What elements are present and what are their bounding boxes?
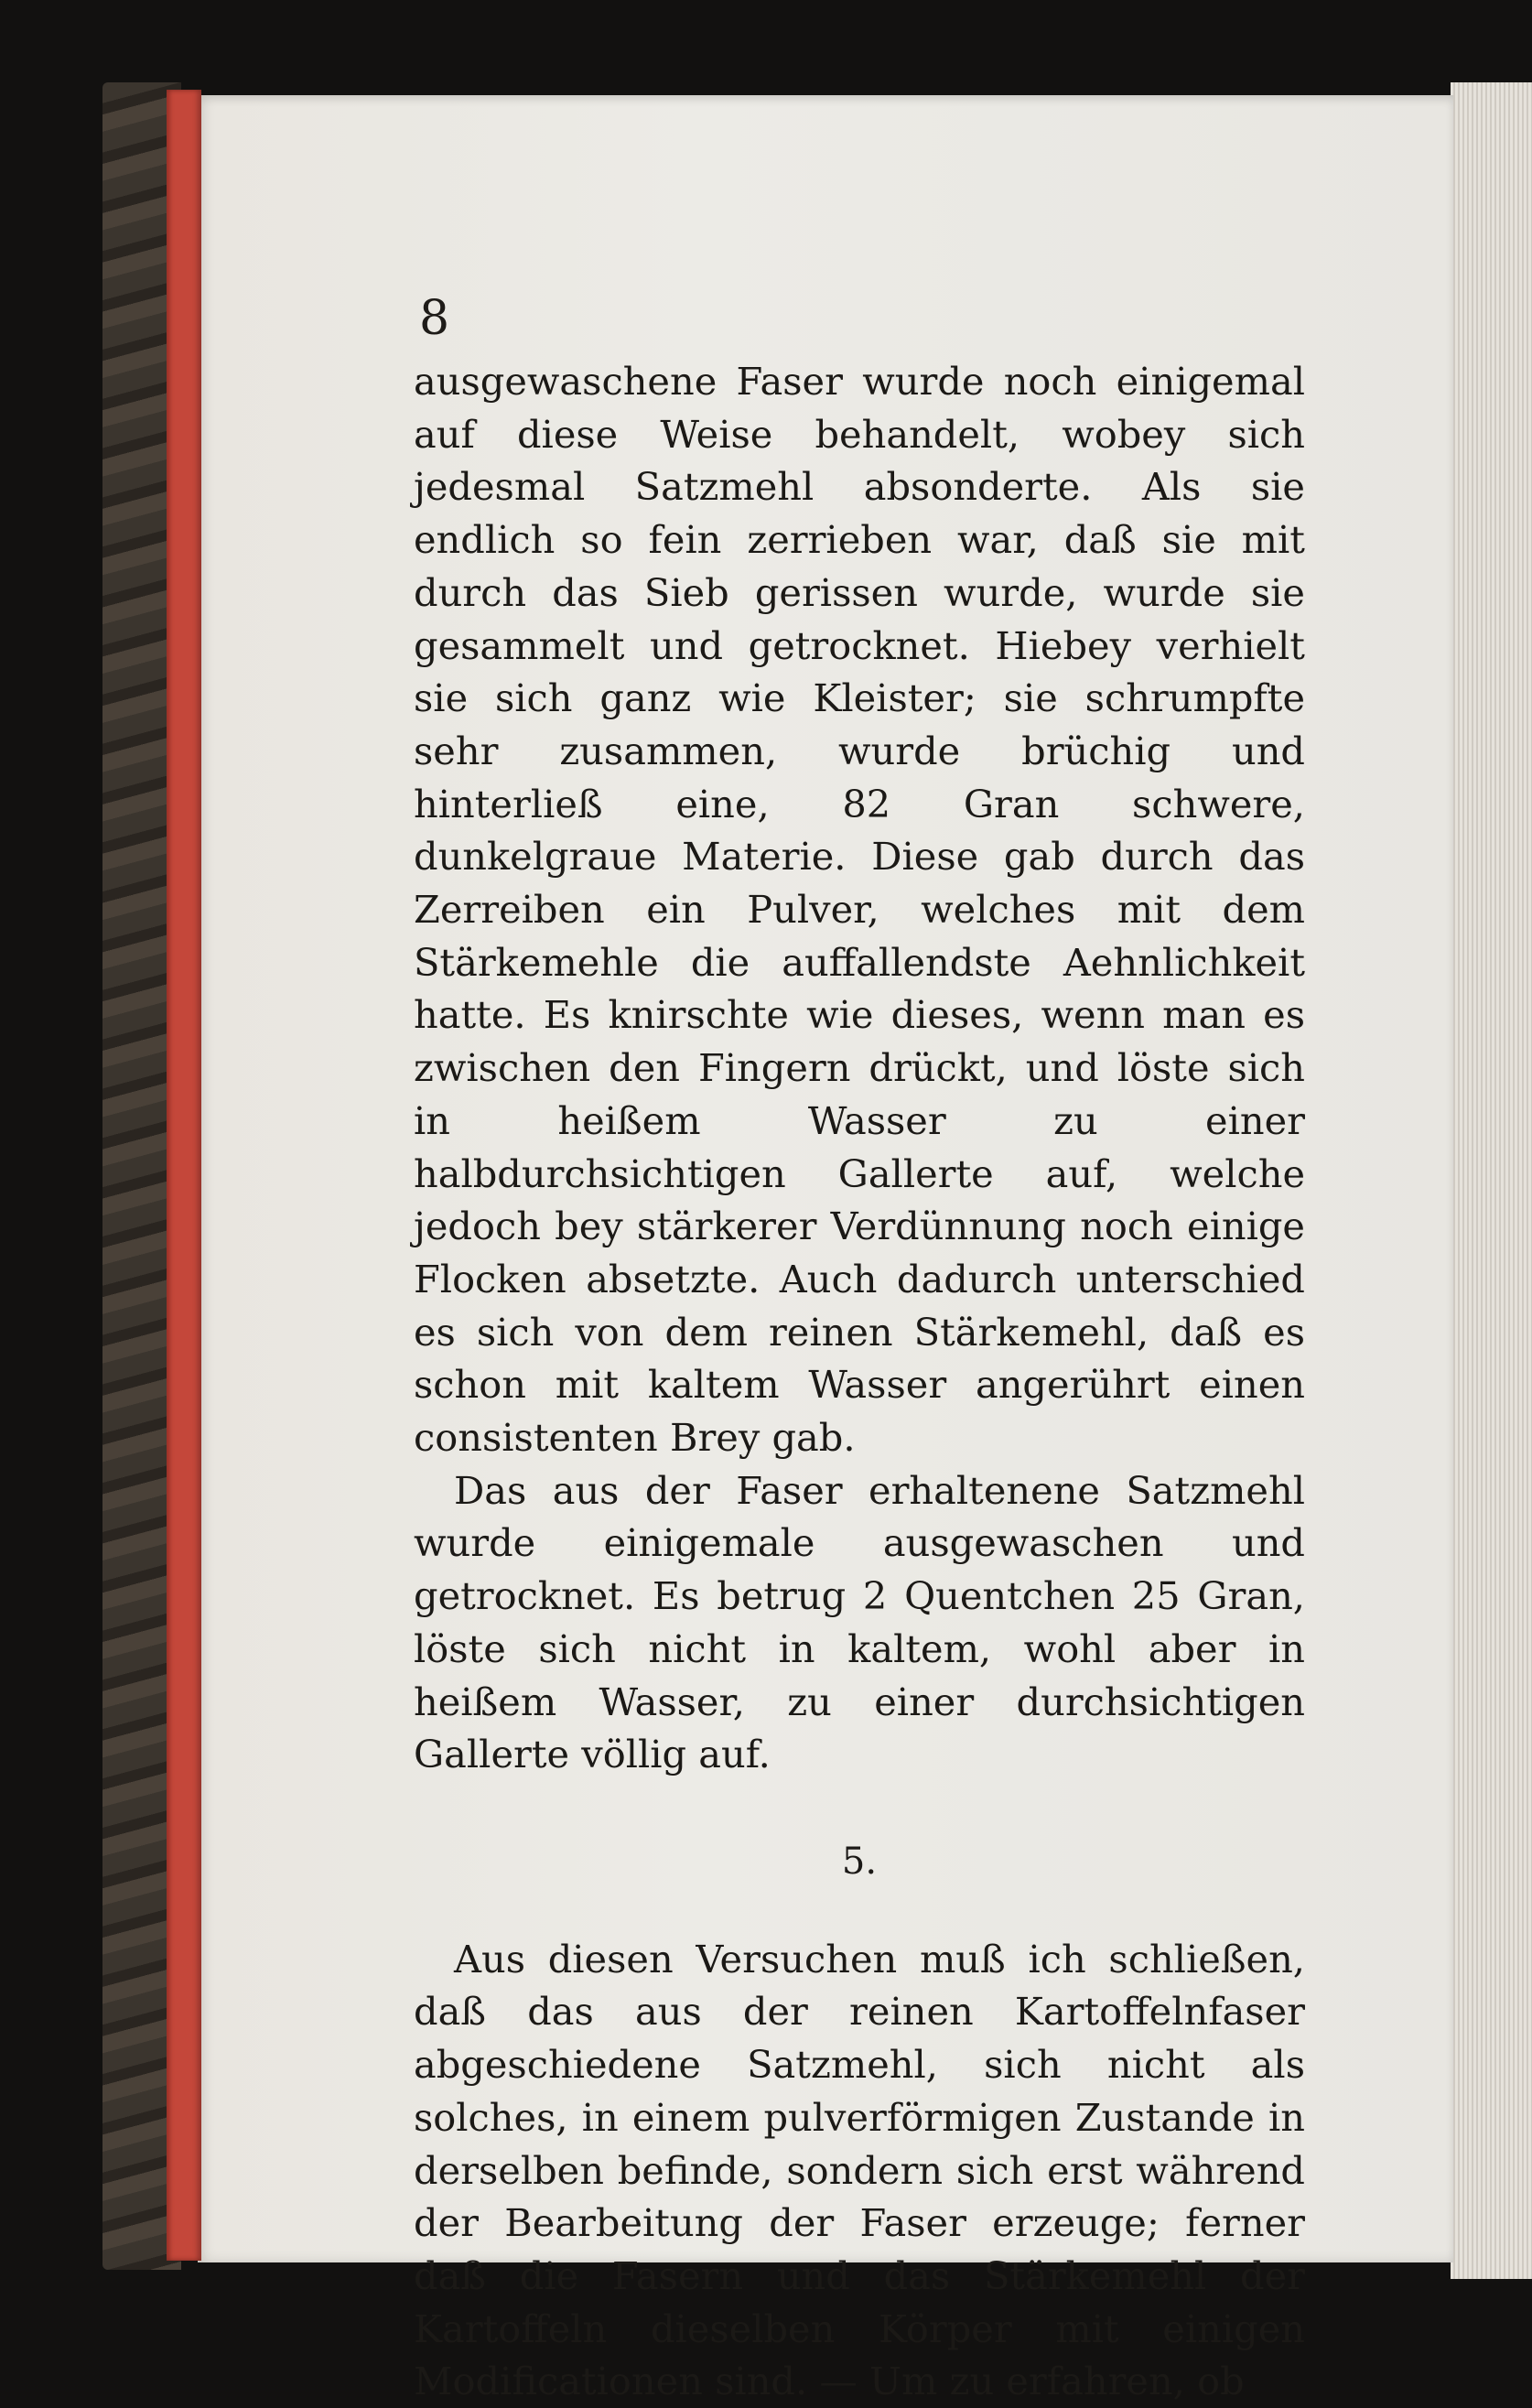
- page-stack: [1451, 82, 1532, 2279]
- section-number: 5.: [841, 1840, 878, 1883]
- red-page-edge: [167, 90, 201, 2261]
- paragraph-1: ausgewaschene Faser wurde noch einigemal auf diese Weise behandelt, wobey sich jedesmal Satzmehl absonderte. Als sie endlich so fein zerrieben war, daß sie mit durch das Sieb gerissen wurde, wurde sie gesammelt und getrocknet. Hiebey verhielt sie sich ganz wie Kleister; sie schrumpfte sehr zusammen, wurde brüchig und hinterließ eine, 82 Gran schwere, dunkelgraue Materie. Diese gab durch das Zerreiben ein Pulver, welches mit dem Stärkemehle die auffallendste Aehnlichkeit hatte. Es knirschte wie dieses, wenn man es zwischen den Fingern drückt, und löste sich in heißem Wasser zu einer halbdurchsichtigen Gallerte auf, welche jedoch bey stärkerer Verdünnung noch einige Flocken absetzte. Auch dadurch unterschied es sich von dem reinen Stärkemehl, daß es schon mit kaltem Wasser angerührt einen consistenten Brey gab.: [414, 359, 1305, 1461]
- paragraph-2: Das aus der Faser erhaltenene Satzmehl wurde einigemale ausgewaschen und getrocknet. Es betrug 2 Quentchen 25 Gran, löste sich nicht in kaltem, wohl aber in heißem Wasser, zu einer durchsichtigen Gallerte völlig auf.: [414, 1467, 1305, 1777]
- text-body: [414, 355, 1305, 2408]
- paragraph-3: Aus diesen Versuchen muß ich schließen, daß das aus der reinen Kartoffelnfaser abgeschiedene Satzmehl, sich nicht als solches, in einem pulverförmigen Zustande in derselben befinde, sondern sich erst während der Bearbeitung der Faser erzeuge; ferner daß die Fasern und das Stärkemehl der Kartoffeln dieselben Körper mit einigen Modificationen sind. — Um zu erfahren, ob: [414, 1936, 1305, 2404]
- page-number: 8: [419, 291, 450, 346]
